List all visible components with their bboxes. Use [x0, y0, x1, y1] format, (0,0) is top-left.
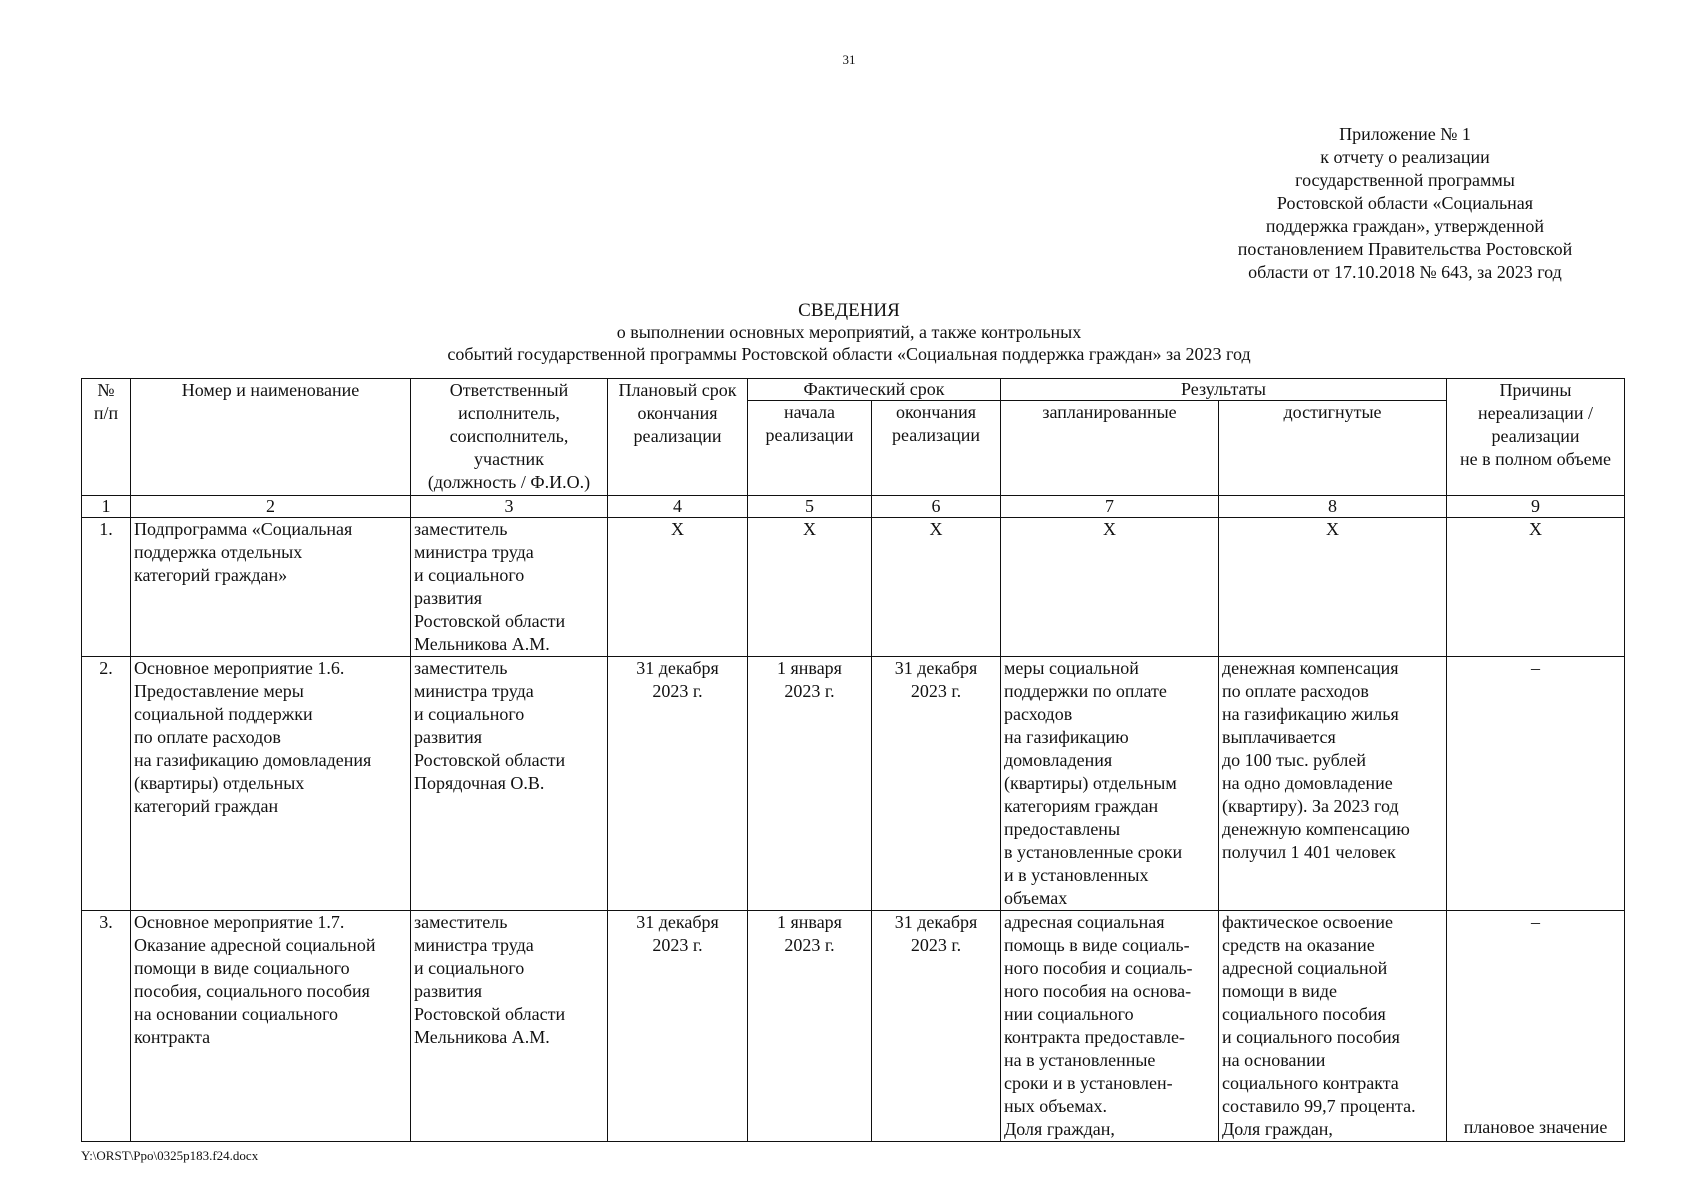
row-num: 2. — [82, 657, 131, 911]
column-number: 3 — [411, 496, 608, 518]
appendix-line: Приложение № 1 — [1339, 124, 1471, 144]
header-planned: запланированные — [1001, 401, 1219, 496]
header-plan-end: Плановый срок окончания реализации — [608, 379, 748, 496]
header-achieved: достигнутые — [1219, 401, 1447, 496]
row-reasons: X — [1447, 518, 1625, 657]
appendix-line: поддержка граждан», утвержденной — [1265, 216, 1545, 236]
appendix-line: постановлением Правительства Ростовской — [1237, 239, 1573, 259]
row-reasons-cell — [1447, 911, 1625, 1142]
row-name: Основное мероприятие 1.6. Предоставление меры социальной поддержки по оплате расходов на газификацию домовладения (квартиры) отдельных категорий граждан — [131, 657, 411, 911]
table-row — [82, 518, 1625, 657]
row-fact-start: 1 января 2023 г. — [748, 657, 872, 911]
header-fact-start: начала реализации — [748, 401, 872, 496]
header-results-group: Результаты — [1001, 379, 1447, 401]
page-number: 31 — [842, 52, 856, 67]
row-name: Основное мероприятие 1.7. Оказание адресной социальной помощи в виде социального пособия, социального пособия на основании социального контракта — [131, 911, 411, 1142]
row-fact-end: 31 декабря 2023 г. — [872, 911, 1001, 1142]
row-executor: заместитель министра труда и социального развития Ростовской области Мельникова А.М. — [411, 911, 608, 1142]
header-fact-group: Фактический срок — [748, 379, 1001, 401]
appendix-line: области от 17.10.2018 № 643, за 2023 год — [1248, 262, 1562, 282]
row-achieved: денежная компенсация по оплате расходов на газификацию жилья выплачивается до 100 тыс. рублей на одно домовладение (квартиру). За 2023 год денежную компенсацию получил 1 401 человек — [1219, 657, 1447, 911]
row-fact-start: X — [748, 518, 872, 657]
row-name: Подпрограмма «Социальная поддержка отдельных категорий граждан» — [131, 518, 411, 657]
row-num: 1. — [82, 518, 131, 657]
table-row — [82, 657, 1625, 911]
column-number: 1 — [82, 496, 131, 518]
row-plan-end: X — [608, 518, 748, 657]
events-table — [81, 378, 1625, 1142]
header-reasons: Причины нереализации / реализации не в полном объеме — [1447, 379, 1625, 496]
row-fact-end: X — [872, 518, 1001, 657]
column-numbers-row — [82, 496, 1625, 518]
header-name: Номер и наименование — [131, 379, 411, 496]
row-executor: заместитель министра труда и социального развития Ростовской области Порядочная О.В. — [411, 657, 608, 911]
row-executor: заместитель министра труда и социального развития Ростовской области Мельникова А.М. — [411, 518, 608, 657]
row-plan-end: 31 декабря 2023 г. — [608, 657, 748, 911]
row-plan-end: 31 декабря 2023 г. — [608, 911, 748, 1142]
row-fact-end: 31 декабря 2023 г. — [872, 657, 1001, 911]
column-number: 8 — [1219, 496, 1447, 518]
column-number: 2 — [131, 496, 411, 518]
row-achieved: фактическое освоение средств на оказание адресной социальной помощи в виде социального пособия и социального пособия на основании социального контракта составило 99,7 процента. Доля граждан, — [1219, 911, 1447, 1142]
header-executor: Ответственный исполнитель, соисполнитель, участник (должность / Ф.И.О.) — [411, 379, 608, 496]
column-number: 4 — [608, 496, 748, 518]
column-number: 7 — [1001, 496, 1219, 518]
appendix-note — [1195, 123, 1615, 284]
header-row — [82, 379, 1625, 401]
column-number: 9 — [1447, 496, 1625, 518]
table-row — [82, 911, 1625, 1142]
row-reasons: – — [1531, 912, 1541, 932]
row-fact-start: 1 января 2023 г. — [748, 911, 872, 1142]
subtitle-line: о выполнении основных мероприятий, а также контрольных — [616, 322, 1082, 342]
file-path-footer: Y:\ORST\Ppo\0325p183.f24.docx — [81, 1148, 259, 1163]
row-achieved: X — [1219, 518, 1447, 657]
header-num: № п/п — [82, 379, 131, 496]
appendix-line: Ростовской области «Социальная — [1276, 193, 1534, 213]
row-planned: адресная социальная помощь в виде социаль- ного пособия и социаль- ного пособия на основа- нии социального контракта предоставле- на в установленные сроки и в установлен- ных объемах. Доля граждан, — [1001, 911, 1219, 1142]
row-planned: X — [1001, 518, 1219, 657]
row-reasons-bottom: плановое значение — [1463, 1117, 1608, 1137]
column-number: 6 — [872, 496, 1001, 518]
document-title: СВЕДЕНИЯ — [798, 300, 900, 321]
row-planned: меры социальной поддержки по оплате расходов на газификацию домовладения (квартиры) отдельным категориям граждан предоставлены в установленные сроки и в установленных объемах — [1001, 657, 1219, 911]
column-number: 5 — [748, 496, 872, 518]
document-subtitle — [0, 321, 1698, 365]
appendix-line: к отчету о реализации — [1320, 147, 1490, 167]
row-reasons: – — [1447, 657, 1625, 911]
appendix-line: государственной программы — [1295, 170, 1515, 190]
header-fact-end: окончания реализации — [872, 401, 1001, 496]
subtitle-line: событий государственной программы Ростовской области «Социальная поддержка граждан» за 2023 год — [447, 344, 1251, 364]
row-num: 3. — [82, 911, 131, 1142]
